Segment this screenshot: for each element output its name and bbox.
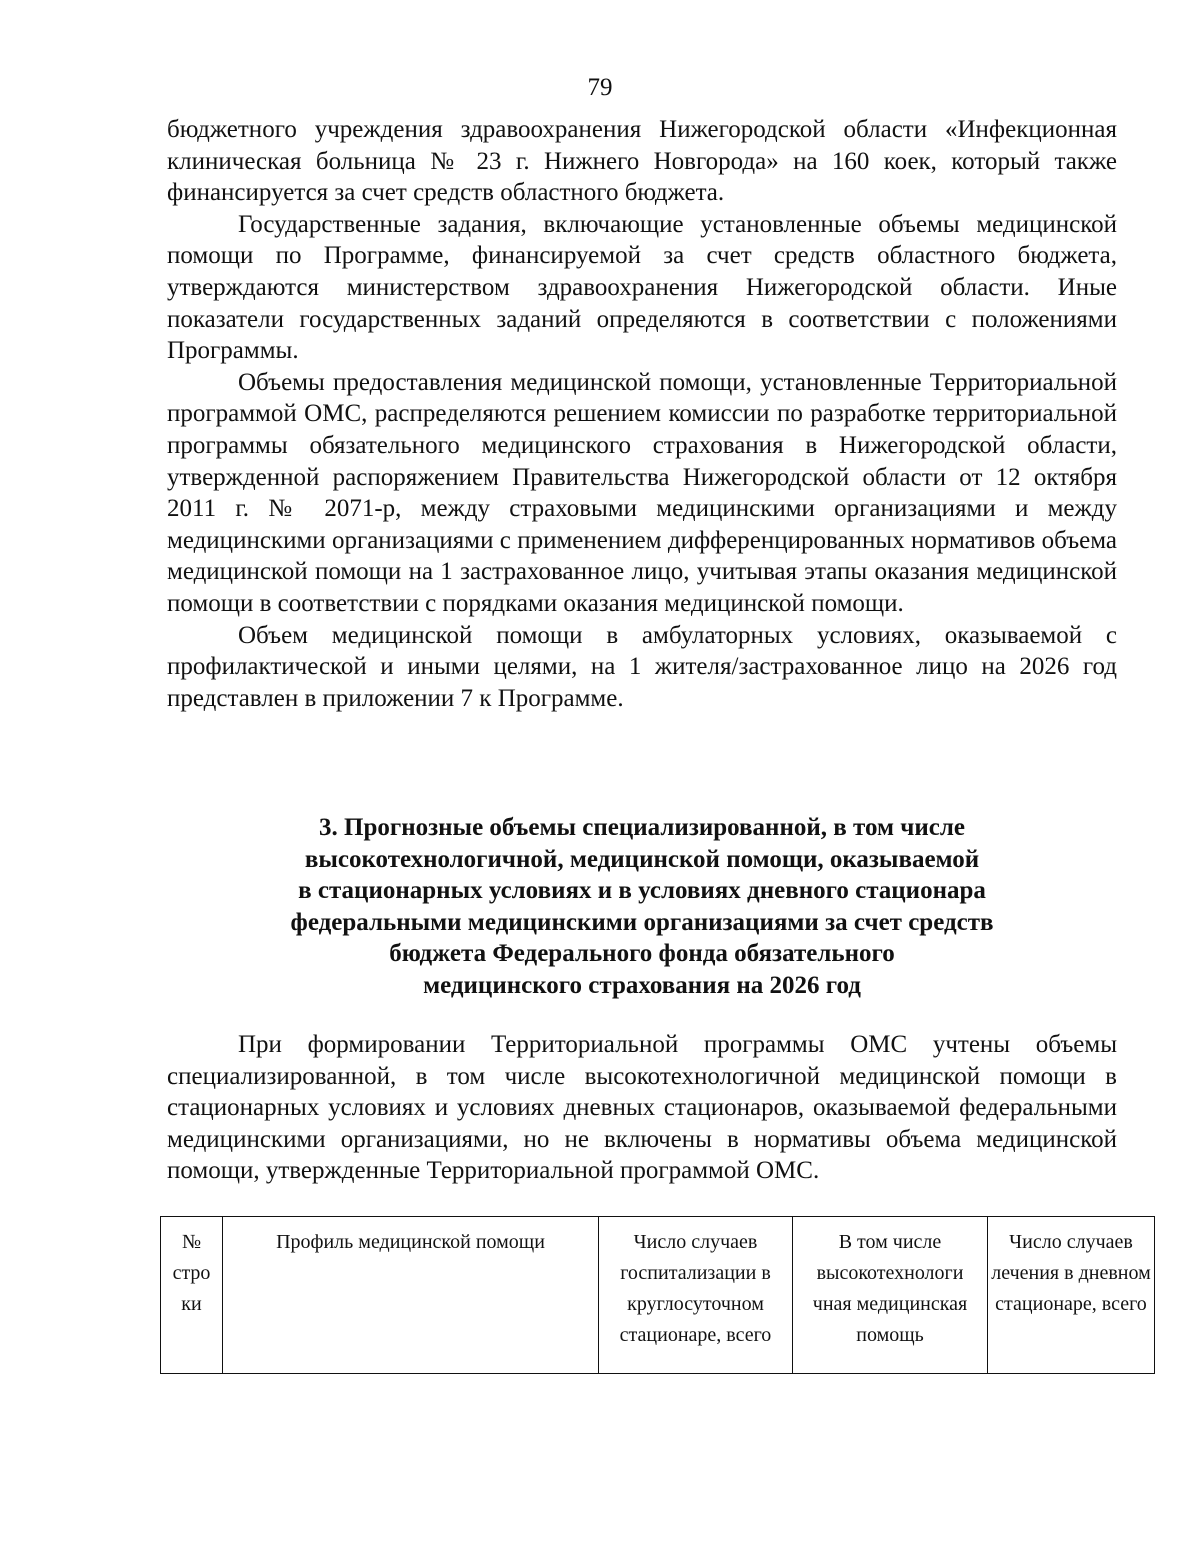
heading-line: высокотехнологичной, медицинской помощи, оказываемой (304, 845, 980, 873)
paragraph-volume-distribution: Объемы предоставления медицинской помощи, установленные Территориальной программой ОМС, распределяются решением комиссии по разработке территориальной программы обязательного медицинского страхования в Нижегородской области, утвержденной распоряжением Правительства Нижегородской области от 12 октября 2011 г. № 2071-р, между страховыми медицинскими организациями и между медицинскими организациями с применением дифференцированных нормативов объема медицинской помощи на 1 застрахованное лицо, учитывая этапы оказания медицинской помощи в соответствии с порядками оказания медицинской помощи. (167, 368, 1117, 617)
section-heading (167, 812, 1117, 1002)
volumes-table (160, 1216, 1155, 1374)
paragraph-outpatient-volume: Объем медицинской помощи в амбулаторных условиях, оказываемой с профилактической и иными целями, на 1 жителя/застрахованное лицо на 2026 год представлен в приложении 7 к Программе. (167, 621, 1117, 712)
heading-line: в стационарных условиях и в условиях дневного стационара (298, 877, 986, 905)
paragraph-continuation: бюджетного учреждения здравоохранения Нижегородской области «Инфекционная клиническая больница № 23 г. Нижнего Новгорода» на 160 коек, который также финансируется за счет средств областного бюджета. (167, 116, 1117, 207)
heading-line: 3. Прогнозные объемы специализированной, в том числе (319, 814, 965, 841)
page-number: 79 (587, 74, 613, 101)
paragraph-state-assignments: Государственные задания, включающие установленные объемы медицинской помощи по Программе, финансируемой за счет средств областного бюджета, утверждаются министерством здравоохранения Нижегородской области. Иные показатели государственных заданий определяются в соответствии с положениями Программы. (167, 210, 1117, 365)
header-high-tech-care: В том числе высокотехнологи чная медицинская помощь (793, 1217, 988, 1374)
body-text (167, 114, 1117, 714)
heading-line: федеральными медицинскими организациями за счет средств (290, 908, 994, 936)
section-body-text (167, 1029, 1117, 1187)
heading-line: медицинского страхования на 2026 год (423, 971, 861, 999)
header-inpatient-cases: Число случаев госпитализации в круглосуточном стационаре, всего (599, 1217, 793, 1374)
heading-line: бюджета Федерального фонда обязательного (389, 940, 895, 968)
header-day-hospital-cases: Число случаев лечения в дневном стационаре, всего (988, 1217, 1155, 1374)
paragraph-federal-volumes: При формировании Территориальной программы ОМС учтены объемы специализированной, в том числе высокотехнологичной медицинской помощи в стационарных условиях и условиях дневных стационаров, оказываемой федеральными медицинскими организациями, но не включены в нормативы объема медицинской помощи, утвержденные Территориальной программой ОМС. (167, 1031, 1117, 1185)
header-care-profile: Профиль медицинской помощи (223, 1217, 599, 1374)
header-row-number: № стро ки (161, 1217, 223, 1374)
table-header-row (161, 1217, 1155, 1374)
